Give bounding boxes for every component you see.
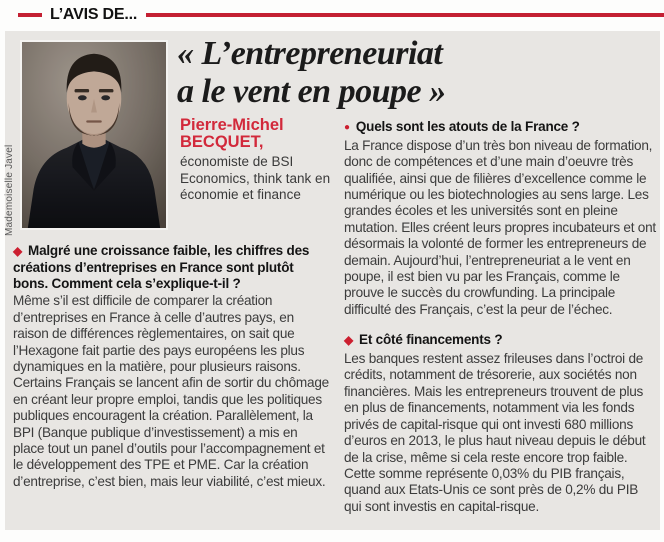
column-left (13, 243, 332, 504)
author-name (180, 117, 345, 150)
answer-1: Même s’il est difficile de comparer la création d’entreprises en France à celle d’autres pays, en raison de différences règlementaires, on sait que l’Hexagone fait partie des pays européens les plus dynamiques en la matière, pour plusieurs raisons. Certains Français se lancent afin de sortir du chômage en créant leur propre emploi, tandis que les politiques publiques encouragent la création. Parallèlement, la BPI (Banque publique d’investissement) a mis en place tout un panel d’outils pour l’accompagnement et le développement des TPE et PME. Car la création d’entreprise, c’est bien, mais leur viabilité, c’est mieux. (13, 293, 329, 489)
question-1-text: Malgré une croissance faible, les chiffres des créations d’entreprises en France sont plutôt bons. Comment cela s’explique-t-il ? (13, 243, 310, 291)
answer-3: Les banques restent assez frileuses dans l’octroi de crédits, notamment de trésorerie, aux sociétés non financières. Mais les entrepreneurs trouvent de plus en plus de financements, notamment via les fonds privés de capital-risque qui ont investi 680 millions d’euros en 2013, le plus haut niveau depuis le début de la crise, même si cela reste encore trop faible. Cette somme représente 0,03% du PIB français, quand aux Etats-Unis ce sont près de 0,2% du PIB qui sont investis en capital-risque. (344, 351, 646, 514)
headline-line-1: « L’entrepreneuriat (177, 35, 443, 72)
headline-line-2: a le vent en poupe » (177, 73, 446, 110)
diamond-bullet-icon: ◆ (13, 244, 23, 258)
article-panel (5, 31, 660, 530)
section-kicker: L’AVIS DE... (50, 6, 138, 23)
question-2-text: Quels sont les atouts de la France ? (355, 119, 580, 134)
masthead-dash (18, 13, 42, 17)
question-1 (13, 243, 332, 291)
author-first-name: Pierre-Michel (180, 116, 284, 134)
answer-2: La France dispose d’un très bon niveau de formation, donc de compétences et d’une main d’oeuvre très qualifiée, ainsi que de filières d’excellence comme le numérique ou les biotechnologies au sens large. Les grandes écoles et les universités sont en pleine mutation. Elles créent leurs propres incubateurs et ont désormais la volonté de former les entrepreneurs de demain. Aujourd’hui, l’entrepreneuriat a le vent en poupe, il est bien vu par les Français, comme le prouve le succès du crowfunding. La principale difficulté des Français, c’est la peur de l’échec. (344, 137, 656, 317)
author-block (180, 117, 345, 204)
masthead-rule (146, 13, 664, 17)
question-3-text: Et côté financements ? (359, 332, 503, 348)
column-right (344, 119, 658, 529)
author-description: économiste de BSI Economics, think tank en économie et finance (180, 154, 331, 202)
question-2 (344, 119, 658, 136)
article-headline (177, 35, 659, 111)
photo-credit: Mademoiselle Javel (4, 144, 15, 236)
question-3 (344, 332, 658, 349)
round-bullet-icon: ● (344, 122, 350, 133)
portrait-photo (20, 40, 168, 230)
section-masthead (18, 4, 664, 26)
diamond-bullet-icon: ◆ (344, 333, 354, 348)
author-last-name: BECQUET, (180, 132, 264, 151)
